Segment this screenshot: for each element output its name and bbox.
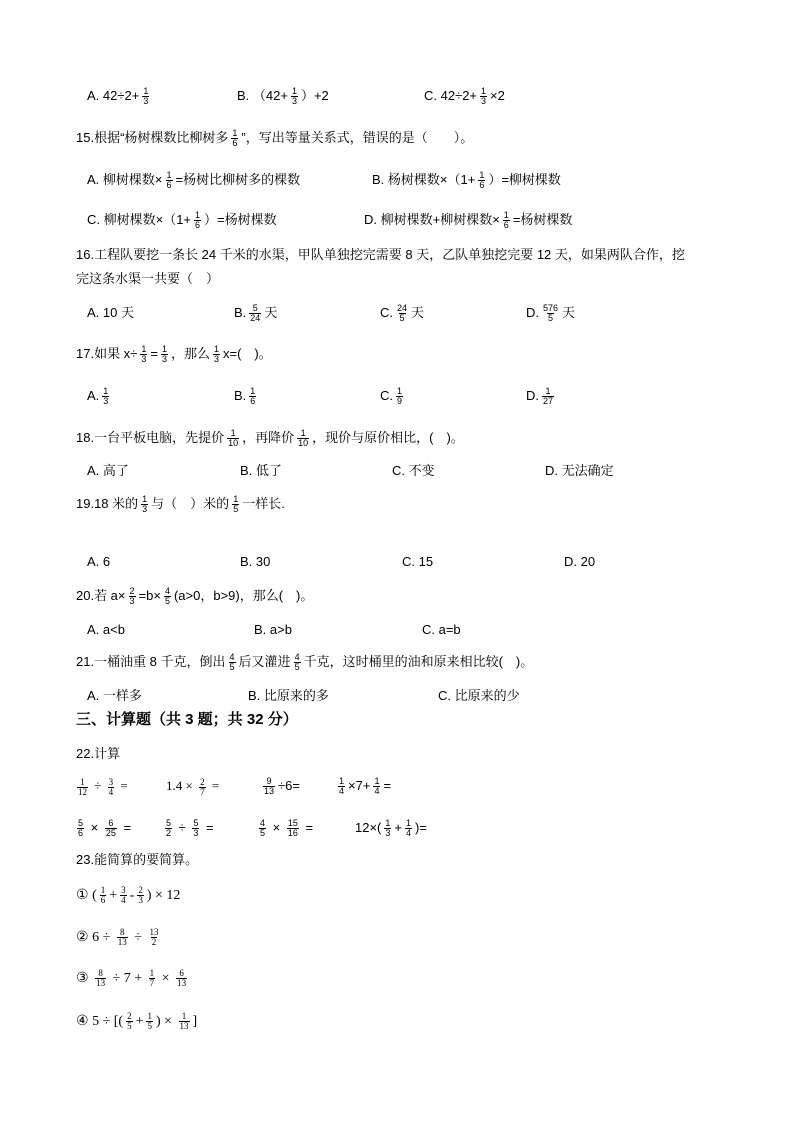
- fraction: $\frac{5}{2}$: [166, 818, 172, 839]
- fraction: $\frac{6}{25}$: [105, 818, 116, 839]
- q18-option-d: D. 无法确定: [545, 463, 614, 478]
- q20-option-a: A. a<b: [87, 622, 125, 637]
- fraction: $\frac{1}{3}$: [213, 344, 219, 365]
- q15-option-d: D. 柳树棵数+柳树棵数× $\frac{1}{6}$ =杨树棵数: [364, 210, 573, 231]
- q14-option-b: B. （42+ $\frac{1}{3}$ ）+2: [237, 86, 329, 107]
- q15-option-b: B. 杨树棵数×（1+ $\frac{1}{6}$ ）=柳树棵数: [372, 170, 561, 191]
- fraction: $\frac{5}{6}$: [78, 818, 84, 839]
- fraction: $\frac{1}{7}$: [149, 968, 155, 989]
- fraction: $\frac{1}{6}$: [166, 170, 172, 191]
- q23-expr-2: ② 6 ÷ $\frac{8}{13}$ ÷ $\frac{13}{2}$: [76, 927, 159, 948]
- fraction: $\frac{5}{24}$: [250, 303, 261, 324]
- q21-option-b: B. 比原来的多: [248, 688, 329, 703]
- q19-option-a: A. 6: [87, 554, 111, 569]
- q17-option-c: C. $\frac{1}{9}$: [380, 386, 403, 407]
- fraction: $\frac{1}{13}$: [179, 1011, 189, 1032]
- fraction: $\frac{6}{13}$: [177, 968, 187, 989]
- q18-option-c: C. 不变: [392, 463, 435, 478]
- q23-expr-1: ① ( $\frac{1}{6}$ + $\frac{3}{4}$ - $\frac{2}{3}$ ) × 12: [76, 885, 181, 906]
- fraction: $\frac{4}{5}$: [294, 652, 300, 673]
- fraction: $\frac{1}{4}$: [406, 818, 412, 839]
- q22-expr-8: 12×( $\frac{1}{3}$ + $\frac{1}{4}$ )=: [355, 818, 427, 839]
- q22-expr-5: $\frac{5}{6}$ × $\frac{6}{25}$ =: [78, 818, 132, 839]
- fraction: $\frac{2}{5}$: [127, 1011, 132, 1032]
- fraction: $\frac{1}{4}$: [339, 776, 345, 797]
- fraction: $\frac{9}{13}$: [264, 776, 275, 797]
- fraction: $\frac{2}{7}$: [200, 776, 205, 797]
- q17-option-a: A. $\frac{1}{3}$: [87, 386, 109, 407]
- fraction: $\frac{24}{5}$: [397, 303, 408, 324]
- q18-option-a: A. 高了: [87, 463, 129, 478]
- fraction: $\frac{1}{6}$: [195, 210, 201, 231]
- q14-option-c: C. 42÷2+ $\frac{1}{3}$ ×2: [424, 86, 505, 107]
- q16-stem-line1: 16.工程队要挖一条长 24 千米的水渠，甲队单独挖完需要 8 天，乙队单独挖完要 12 天，如果两队合作，挖: [76, 247, 685, 262]
- q16-option-a: A. 10 天: [87, 305, 134, 320]
- q22-expr-4: $\frac{1}{4}$ ×7+ $\frac{1}{4}$ =: [339, 776, 392, 797]
- q19-stem: 19.18 米的 $\frac{1}{3}$ 与（ ）米的 $\frac{1}{5}$ 一样长.: [76, 494, 285, 515]
- q19-option-c: C. 15: [402, 554, 434, 569]
- fraction: $\frac{8}{13}$: [96, 968, 106, 989]
- fraction: $\frac{1}{10}$: [228, 428, 239, 449]
- q17-stem: 17.如果 x÷ $\frac{1}{3}$ = $\frac{1}{3}$ ，那么 $\frac{1}{3}$ x=( )。: [76, 344, 272, 365]
- fraction: $\frac{4}{5}$: [229, 652, 235, 673]
- fraction: $\frac{1}{9}$: [397, 386, 403, 407]
- fraction: $\frac{1}{10}$: [298, 428, 309, 449]
- q22-title: 22.计算: [76, 746, 121, 761]
- q22-expr-2: 1.4 × $\frac{2}{7}$ =: [166, 776, 220, 797]
- q22-expr-3: $\frac{9}{13}$ ÷6=: [264, 776, 300, 797]
- fraction: $\frac{2}{3}$: [138, 885, 143, 906]
- fraction: $\frac{1}{3}$: [103, 386, 109, 407]
- fraction: $\frac{1}{5}$: [233, 494, 239, 515]
- fraction: $\frac{1}{5}$: [147, 1011, 152, 1032]
- q18-stem: 18.一台平板电脑，先提价 $\frac{1}{10}$ ，再降价 $\frac{1}{10}$ ，现价与原价相比，( )。: [76, 428, 464, 449]
- q19-option-b: B. 30: [240, 554, 271, 569]
- q16-option-c: C. $\frac{24}{5}$ 天: [380, 303, 425, 324]
- fraction: $\frac{8}{13}$: [117, 927, 127, 948]
- q22-expr-7: $\frac{4}{5}$ × $\frac{15}{16}$ =: [260, 818, 314, 839]
- fraction: $\frac{2}{3}$: [129, 586, 135, 607]
- q17-option-d: D. $\frac{1}{27}$: [526, 386, 554, 407]
- q21-option-a: A. 一样多: [87, 688, 142, 703]
- fraction: $\frac{4}{5}$: [260, 818, 266, 839]
- q19-option-d: D. 20: [564, 554, 596, 569]
- section-heading: 三、计算题（共 3 题；共 32 分）: [76, 711, 298, 728]
- fraction: $\frac{1}{3}$: [291, 86, 297, 107]
- fraction: $\frac{1}{6}$: [250, 386, 256, 407]
- q21-option-c: C. 比原来的少: [438, 688, 520, 703]
- fraction: $\frac{1}{3}$: [481, 86, 487, 107]
- q20-option-c: C. a=b: [422, 622, 461, 637]
- q23-expr-4: ④ 5 ÷ [( $\frac{2}{5}$ + $\frac{1}{5}$ ) × $\frac{1}{13}$ ]: [76, 1011, 198, 1032]
- fraction: $\frac{576}{5}$: [543, 303, 559, 324]
- q17-option-b: B. $\frac{1}{6}$: [234, 386, 256, 407]
- fraction: $\frac{15}{16}$: [287, 818, 298, 839]
- q16-option-d: D. $\frac{576}{5}$ 天: [526, 303, 576, 324]
- q16-stem-line2: 完这条水渠一共要（ ）: [76, 271, 220, 286]
- fraction: $\frac{13}{2}$: [149, 927, 159, 948]
- fraction: $\frac{3}{4}$: [121, 885, 126, 906]
- q18-option-b: B. 低了: [240, 463, 282, 478]
- q15-option-a: A. 柳树棵数× $\frac{1}{6}$ =杨树比柳树多的棵数: [87, 170, 301, 191]
- q16-option-b: B. $\frac{5}{24}$ 天: [234, 303, 278, 324]
- q23-expr-3: ③ $\frac{8}{13}$ ÷ 7 + $\frac{1}{7}$ × $\frac{6}{13}$: [76, 968, 187, 989]
- fraction: $\frac{4}{5}$: [164, 586, 170, 607]
- fraction: $\frac{1}{4}$: [374, 776, 380, 797]
- q20-stem: 20.若 a× $\frac{2}{3}$ =b× $\frac{4}{5}$ (a>0，b>9)，那么( )。: [76, 586, 314, 607]
- fraction: $\frac{1}{6}$: [232, 128, 238, 149]
- fraction: $\frac{5}{3}$: [193, 818, 199, 839]
- q23-title: 23.能简算的要简算。: [76, 852, 199, 867]
- q15-stem: 15.根据“杨树棵数比柳树多 $\frac{1}{6}$ ”，写出等量关系式，错误的是（ ）。: [76, 128, 474, 149]
- fraction: $\frac{1}{27}$: [543, 386, 554, 407]
- fraction: $\frac{1}{3}$: [385, 818, 391, 839]
- q14-option-a: A. 42÷2+ $\frac{1}{3}$: [87, 86, 149, 107]
- q22-expr-1: $\frac{1}{12}$ ÷ $\frac{3}{4}$ =: [78, 776, 128, 797]
- fraction: $\frac{1}{3}$: [141, 344, 147, 365]
- fraction: $\frac{1}{6}$: [100, 885, 106, 906]
- q15-option-c: C. 柳树棵数×（1+ $\frac{1}{6}$ ）=杨树棵数: [87, 210, 277, 231]
- fraction: $\frac{1}{12}$: [78, 776, 87, 797]
- q21-stem: 21.一桶油重 8 千克，倒出 $\frac{4}{5}$ 后又灌进 $\frac{4}{5}$ 千克，这时桶里的油和原来相比较( )。: [76, 652, 534, 673]
- q22-expr-6: $\frac{5}{2}$ ÷ $\frac{5}{3}$ =: [166, 818, 214, 839]
- fraction: $\frac{1}{3}$: [142, 494, 148, 515]
- fraction: $\frac{1}{3}$: [143, 86, 149, 107]
- fraction: $\frac{3}{4}$: [108, 776, 114, 797]
- q20-option-b: B. a>b: [254, 622, 292, 637]
- fraction: $\frac{1}{6}$: [479, 170, 485, 191]
- fraction: $\frac{1}{6}$: [503, 210, 509, 231]
- fraction: $\frac{1}{3}$: [161, 344, 167, 365]
